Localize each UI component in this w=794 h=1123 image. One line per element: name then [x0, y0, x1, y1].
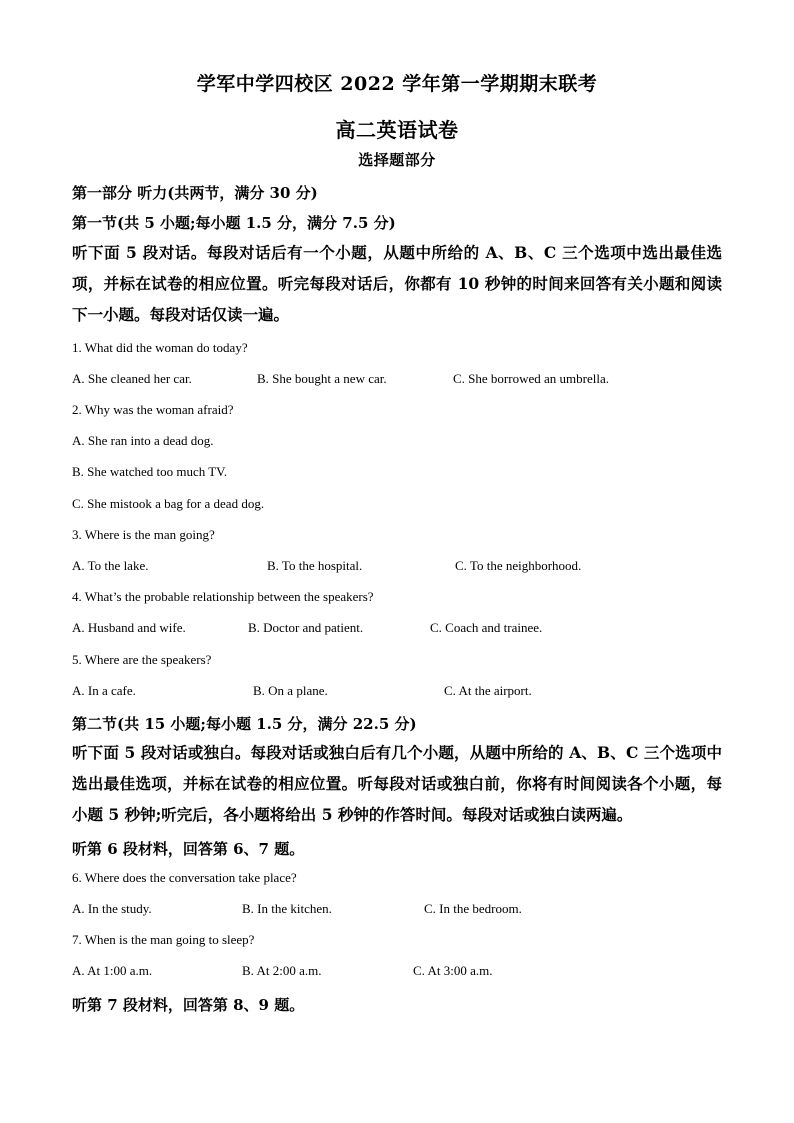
section2-heading: 第二节(共 15 小题;每小题 1.5 分，满分 22.5 分): [72, 715, 417, 733]
section2-instructions: 听下面 5 段对话或独白。每段对话或独白后有几个小题，从题中所给的 A、B、C 三个选项中选出最佳选项，并标在试卷的相应位置。听每段对话或独白前，你将有时间阅读各个小题，每小题 5 秒钟;听完后，各小题将给出 5 秒钟的作答时间。每段对话或独白读两遍。: [72, 743, 722, 824]
question-7-option-b: B. At 2:00 a.m.: [242, 963, 322, 978]
exam-subtitle: 高二英语试卷: [335, 118, 459, 142]
question-1-stem: 1. What did the woman do today?: [72, 340, 248, 355]
section1-instructions: 听下面 5 段对话。每段对话后有一个小题，从题中所给的 A、B、C 三个选项中选出最佳选项，并标在试卷的相应位置。听完每段对话后，你都有 10 秒钟的时间来回答有关小题和阅读下一小题。每段对话仅读一遍。: [72, 243, 722, 324]
question-3-stem: 3. Where is the man going?: [72, 527, 215, 542]
question-6-option-b: B. In the kitchen.: [242, 901, 332, 916]
question-4-stem: 4. What’s the probable relationship between the speakers?: [72, 589, 374, 604]
question-3-option-a: A. To the lake.: [72, 558, 149, 573]
question-6-stem: 6. Where does the conversation take place?: [72, 870, 297, 885]
question-5-option-c: C. At the airport.: [444, 683, 532, 698]
question-7-stem: 7. When is the man going to sleep?: [72, 932, 255, 947]
question-7-option-a: A. At 1:00 a.m.: [72, 963, 153, 978]
question-4-option-c: C. Coach and trainee.: [430, 620, 543, 635]
question-2-stem: 2. Why was the woman afraid?: [72, 402, 234, 417]
question-5-option-a: A. In a cafe.: [72, 683, 136, 698]
question-3-option-b: B. To the hospital.: [267, 558, 363, 573]
question-6-option-c: C. In the bedroom.: [424, 901, 522, 916]
question-1-option-a: A. She cleaned her car.: [72, 371, 192, 386]
question-2-option-c: C. She mistook a bag for a dead dog.: [72, 496, 265, 511]
question-3-option-c: C. To the neighborhood.: [455, 558, 582, 573]
question-1-option-c: C. She borrowed an umbrella.: [453, 371, 609, 386]
question-4-option-a: A. Husband and wife.: [72, 620, 186, 635]
question-2-option-b: B. She watched too much TV.: [72, 464, 228, 479]
question-6-option-a: A. In the study.: [72, 901, 152, 916]
material-6-heading: 听第 6 段材料，回答第 6、7 题。: [72, 840, 305, 858]
section-title: 选择题部分: [358, 151, 436, 169]
exam-title: 学军中学四校区 2022 学年第一学期期末联考: [196, 73, 598, 95]
question-2-option-a: A. She ran into a dead dog.: [72, 433, 214, 448]
question-1-option-b: B. She bought a new car.: [257, 371, 387, 386]
material-7-heading: 听第 7 段材料，回答第 8、9 题。: [72, 996, 305, 1014]
question-4-option-b: B. Doctor and patient.: [248, 620, 364, 635]
part1-heading: 第一部分 听力(共两节，满分 30 分): [72, 184, 318, 202]
question-5-stem: 5. Where are the speakers?: [72, 652, 212, 667]
question-5-option-b: B. On a plane.: [253, 683, 328, 698]
question-7-option-c: C. At 3:00 a.m.: [413, 963, 493, 978]
section1-heading: 第一节(共 5 小题;每小题 1.5 分，满分 7.5 分): [72, 214, 396, 232]
